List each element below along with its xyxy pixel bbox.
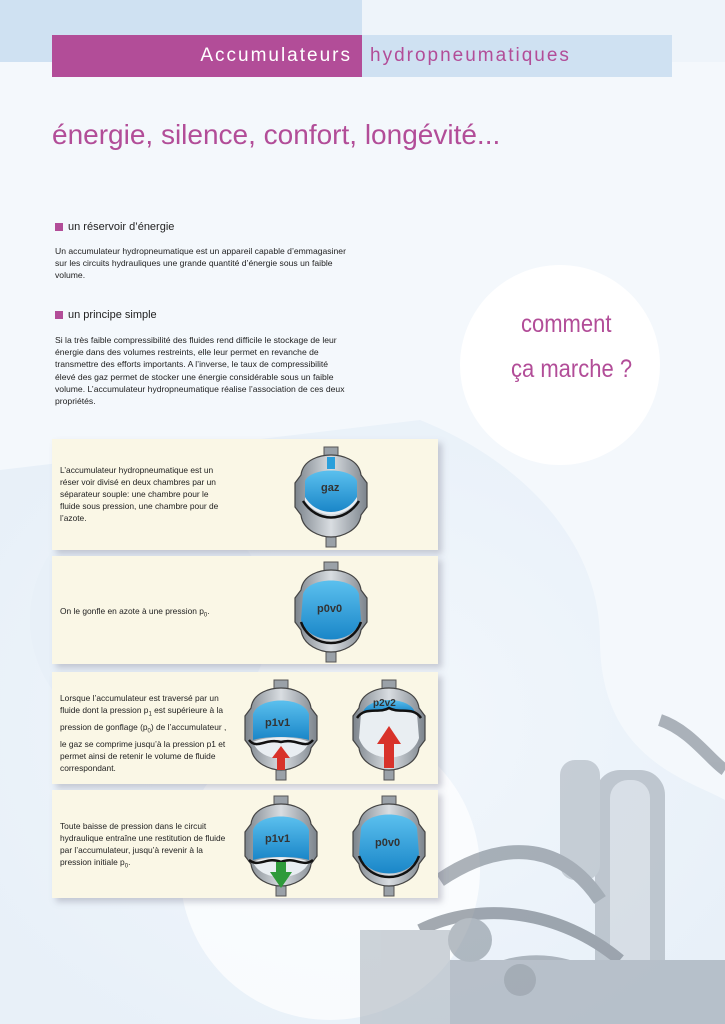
panel-text: On le gonfle en azote à une pression $p_0$. xyxy=(60,606,210,619)
diagram-label: p0v0 xyxy=(375,837,401,849)
section-title-text: un principe simple xyxy=(68,309,157,321)
accumulator-diagram-p2v2 xyxy=(339,678,439,782)
diagram-label: p1v1 xyxy=(265,717,291,729)
accumulator-diagram-p1v1-release xyxy=(231,794,331,898)
panel-step-4 xyxy=(52,790,438,898)
diagram-label: p0v0 xyxy=(317,603,343,615)
page-title: énergie, silence, confort, longévité... xyxy=(52,119,501,150)
accumulator-diagram-p0v0 xyxy=(281,560,381,664)
bubble-line-2: ça marche ? xyxy=(511,355,633,383)
diagram-label: p2v2 xyxy=(373,698,396,709)
accumulator-diagram-p1v1 xyxy=(231,678,331,782)
section-title-energy xyxy=(55,221,174,233)
section-title-text: un réservoir d’énergie xyxy=(68,221,175,233)
panel-text: Lorsque l’accumulateur est traversé par un fluide dont la pression $p_1$ est supérieure à la pression de gonflage $(p_0)$ de l’accumulateur , le gaz se comprime jusqu’à la pression p1 et permet ainsi de retenir le volume de fluide correspondant. xyxy=(60,693,227,773)
bullet-square-icon xyxy=(55,223,63,231)
section-paragraph-principle: Si la très faible compressibilité des fluides rend difficile le stockage de leur énergie dans des volumes restreints, elle leur permet en revanche de transmettre des efforts importants. A l’inverse, le taux de compressibilité élevé des gaz permet de stocker une énergie considérable sous un faible volume. L’accumulateur hydropneumatique réalise l’association de ces deux propriétés. xyxy=(55,335,345,407)
panel-step-3 xyxy=(52,672,438,784)
bullet-square-icon xyxy=(55,311,63,319)
panel-text: Toute baisse de pression dans le circuit hydraulique entraîne une restitution de fluide par l’accumulateur, jusqu’à revenir à la pression initiale $p_0$. xyxy=(60,821,226,870)
header-subtitle: hydropneumatiques xyxy=(362,35,672,77)
accumulator-diagram-gaz xyxy=(281,445,381,549)
panel-step-1 xyxy=(52,439,438,550)
section-paragraph-energy: Un accumulateur hydropneumatique est un appareil capable d’emmagasiner sur les circuits hydrauliques une grande quantité d’énergie sous un faible volume. xyxy=(55,246,346,281)
header-title: Accumulateurs xyxy=(52,35,362,77)
panel-step-2 xyxy=(52,556,438,664)
header-bar xyxy=(52,35,672,77)
diagram-label: p1v1 xyxy=(265,833,291,845)
diagram-label: gaz xyxy=(321,482,340,494)
accumulator-diagram-p0v0-final xyxy=(339,794,439,898)
section-title-principle xyxy=(55,309,157,321)
panel-text: L’accumulateur hydropneumatique est un réser voir divisé en deux chambres par un séparateur souple: une chambre pour le fluide sous pression, une chambre pour de l’azote. xyxy=(60,465,219,524)
bubble-line-1: comment xyxy=(521,310,612,338)
